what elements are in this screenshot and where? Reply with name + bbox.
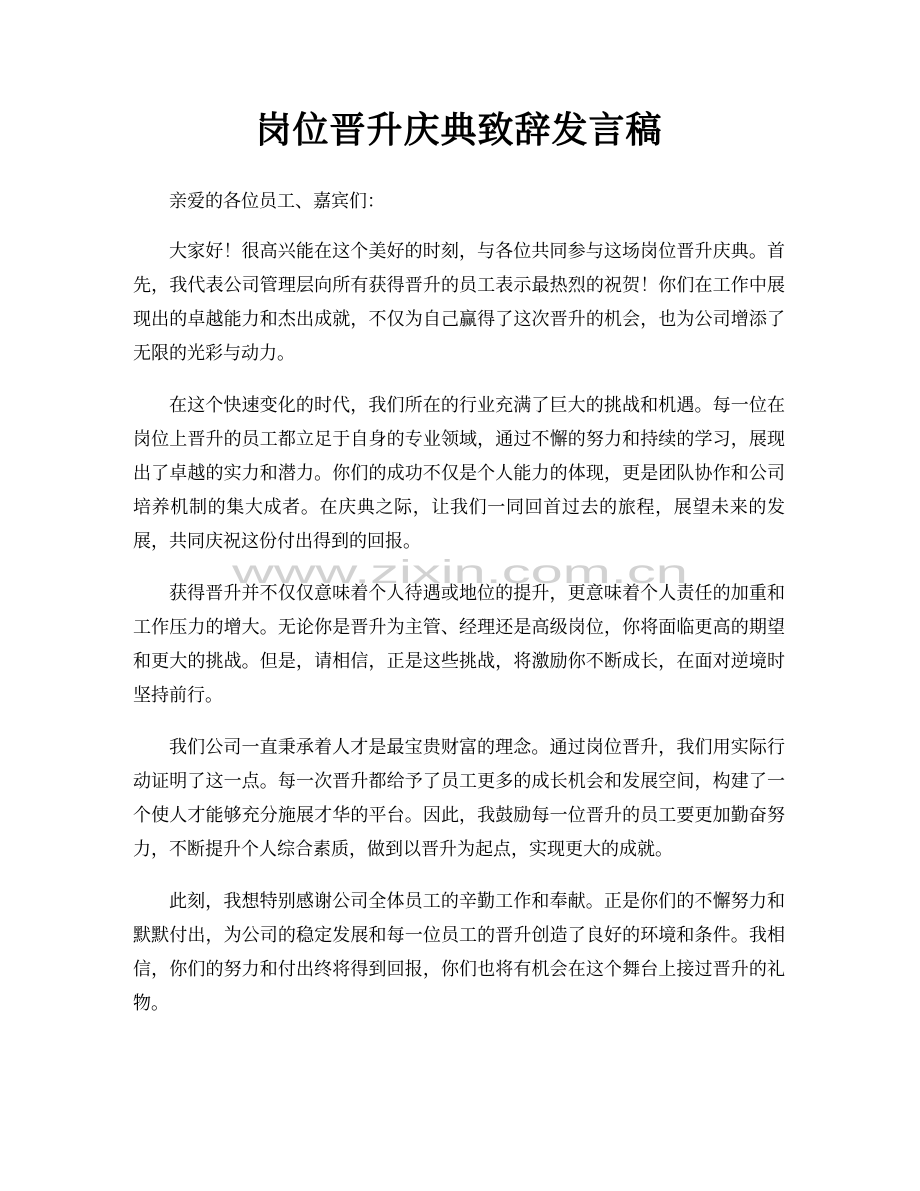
document-content xyxy=(0,107,920,1020)
body-paragraph-3: 获得晋升并不仅仅意味着个人待遇或地位的提升，更意味着个人责任的加重和工作压力的增大。无论你是晋升为主管、经理还是高级岗位，你将面临更高的期望和更大的挑战。但是，请相信，正是这些挑战，将激励你不断成长，在面对逆境时坚持前行。 xyxy=(133,583,785,705)
watermark-text: www.zixin.com.cn xyxy=(232,553,688,590)
body-paragraph-4: 我们公司一直秉承着人才是最宝贵财富的理念。通过岗位晋升，我们用实际行动证明了这一点。每一次晋升都给予了员工更多的成长机会和发展空间，构建了一个使人才能够充分施展才华的平台。因此，我鼓励每一位晋升的员工要更加勤奋努力，不断提升个人综合素质，做到以晋升为起点，实现更大的成就。 xyxy=(133,737,785,859)
document-title: 岗位晋升庆典致辞发言稿 xyxy=(255,109,663,150)
body-paragraph-2: 在这个快速变化的时代，我们所在的行业充满了巨大的挑战和机遇。每一位在岗位上晋升的员工都立足于自身的专业领域，通过不懈的努力和持续的学习，展现出了卓越的实力和潜力。你们的成功不仅是个人能力的体现，更是团队协作和公司培养机制的集大成者。在庆典之际，让我们一同回首过去的旅程，展望未来的发展，共同庆祝这份付出得到的回报。 xyxy=(133,395,785,551)
body-paragraph-1: 大家好！很高兴能在这个美好的时刻，与各位共同参与这场岗位晋升庆典。首先，我代表公司管理层向所有获得晋升的员工表示最热烈的祝贺！你们在工作中展现出的卓越能力和杰出成就，不仅为自己赢得了这次晋升的机会，也为公司增添了无限的光彩与动力。 xyxy=(133,241,785,363)
salutation-line: 亲爱的各位员工、嘉宾们： xyxy=(169,191,385,211)
body-paragraph-5: 此刻，我想特别感谢公司全体员工的辛勤工作和奉献。正是你们的不懈努力和默默付出，为公司的稳定发展和每一位员工的晋升创造了良好的环境和条件。我相信，你们的努力和付出终将得到回报，你们也将有机会在这个舞台上接过晋升的礼物。 xyxy=(133,891,785,1013)
